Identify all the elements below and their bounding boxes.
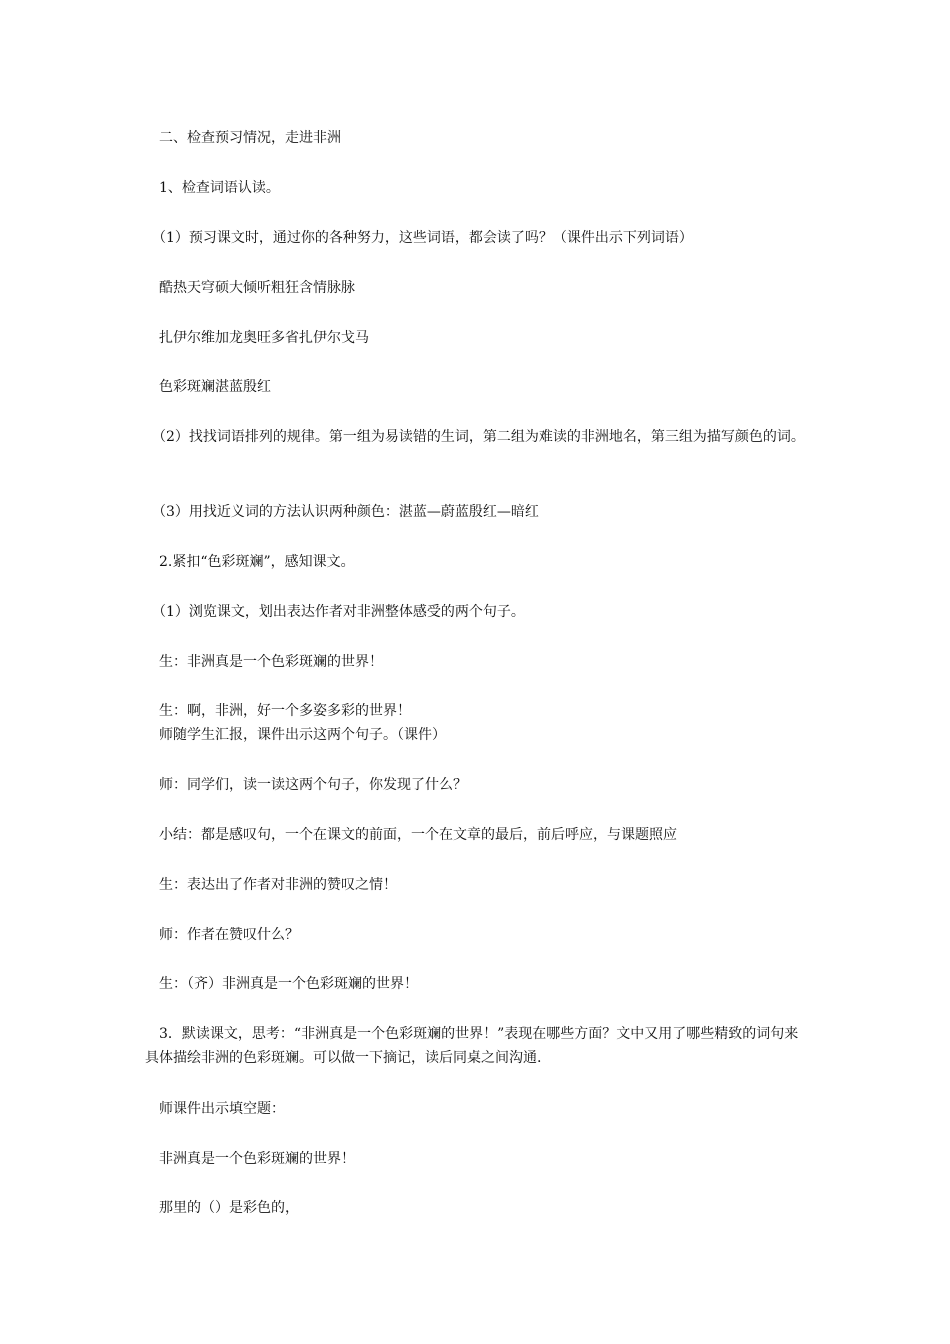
paragraph: （3）用找近义词的方法认识两种颜色：湛蓝—蔚蓝殷红—暗红	[145, 504, 539, 520]
paragraph: 3．默读课文，思考：“非洲真是一个色彩斑斓的世界！”表现在哪些方面？文中又用了哪些精致的词句来具体描绘非洲的色彩斑斓。可以做一下摘记，读后同桌之间沟通.	[145, 1026, 799, 1066]
paragraph: 非洲真是一个色彩斑斓的世界！	[145, 1151, 355, 1167]
paragraph: 生：表达出了作者对非洲的赞叹之情！	[145, 877, 397, 893]
paragraph: 生：非洲真是一个色彩斑斓的世界！	[145, 654, 383, 670]
paragraph: 生：（齐）非洲真是一个色彩斑斓的世界！	[145, 976, 418, 992]
paragraph: 生：啊，非洲，好一个多姿多彩的世界！	[145, 703, 411, 719]
paragraph: （1）预习课文时，通过你的各种努力，这些词语，都会读了吗？（课件出示下列词语）	[145, 230, 693, 246]
paragraph: 师：作者在赞叹什么？	[145, 927, 299, 943]
subsection-heading: 1、检查词语认读。	[145, 180, 280, 196]
word-group-2: 扎伊尔维加龙奥旺多省扎伊尔戈马	[145, 330, 369, 346]
paragraph: 师：同学们，读一读这两个句子，你发现了什么？	[145, 777, 467, 793]
paragraph: 师随学生汇报，课件出示这两个句子。（课件）	[145, 727, 446, 743]
word-group-1: 酷热天穹硕大倾听粗狂含情脉脉	[145, 280, 355, 296]
paragraph: （1）浏览课文，划出表达作者对非洲整体感受的两个句子。	[145, 604, 525, 620]
subsection-heading: 2.紧扣“色彩斑斓”，感知课文。	[145, 554, 355, 570]
paragraph: 师课件出示填空题：	[145, 1101, 285, 1117]
paragraph: 小结：都是感叹句，一个在课文的前面，一个在文章的最后，前后呼应，与课题照应	[145, 827, 677, 843]
paragraph: （2）找找词语排列的规律。第一组为易读错的生词，第二组为难读的非洲地名，第三组为描写颜色的词。	[145, 429, 805, 445]
word-group-3: 色彩斑斓湛蓝殷红	[145, 379, 271, 395]
paragraph: 那里的（）是彩色的，	[145, 1200, 299, 1216]
section-heading: 二、检查预习情况，走进非洲	[145, 130, 341, 146]
